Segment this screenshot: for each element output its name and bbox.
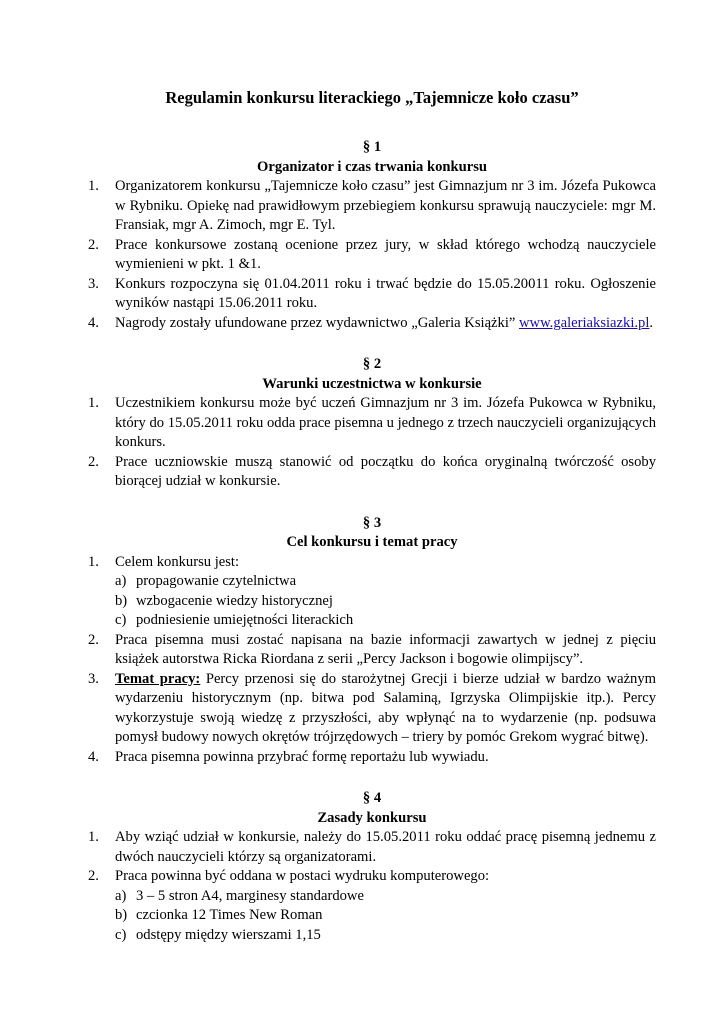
item-number: 2. xyxy=(88,631,99,648)
section-number: § 2 xyxy=(362,356,382,372)
publisher-link[interactable]: www.galeriaksiazki.pl xyxy=(519,314,650,331)
sub-item-letter: a) xyxy=(115,573,127,589)
sub-list-item xyxy=(115,926,656,946)
section-number: § 4 xyxy=(362,790,382,806)
sub-item-text: wzbogacenie wiedzy historycznej xyxy=(136,592,333,609)
section-title: Cel konkursu i temat pracy xyxy=(286,534,458,550)
item-number: 1. xyxy=(88,395,99,411)
section-number: § 3 xyxy=(362,514,382,531)
list-item xyxy=(88,394,656,453)
list-item xyxy=(88,670,656,748)
sub-item-text: propagowanie czytelnictwa xyxy=(136,573,297,589)
item-text: Uczestnikiem konkursu może być uczeń Gimnazjum nr 3 im. Józefa Pukowca w Rybniku, który do 15.05.2011 roku odda prace pisemna u jednego z trzech nauczycieli organizujących konkurs. xyxy=(115,395,656,450)
item-number: 1. xyxy=(88,553,99,570)
section xyxy=(88,138,656,333)
sub-item-text: czcionka 12 Times New Roman xyxy=(136,907,323,923)
sub-list-item xyxy=(115,887,656,907)
section-title: Zasady konkursu xyxy=(317,809,427,826)
item-text: Praca pisemna powinna przybrać formę reportażu lub wywiadu. xyxy=(115,748,489,765)
item-number: 3. xyxy=(88,275,99,292)
list-item xyxy=(88,748,656,768)
section-list xyxy=(88,394,656,492)
section-title: Organizator i czas trwania konkursu xyxy=(257,158,487,175)
item-text: Prace uczniowskie muszą stanowić od początku do końca oryginalną twórczość osoby biorącej udział w konkursie. xyxy=(115,453,656,489)
sub-item-text: 3 – 5 stron A4, marginesy standardowe xyxy=(136,887,364,904)
item-text: Nagrody zostały ufundowane przez wydawnictwo „Galeria Książki” xyxy=(115,314,520,331)
sub-item-text: podniesienie umiejętności literackich xyxy=(136,612,354,628)
list-item xyxy=(88,275,656,314)
item-lead-label: Temat pracy: xyxy=(115,670,201,687)
item-number: 2. xyxy=(88,868,99,884)
list-item xyxy=(88,867,656,945)
sub-item-letter: b) xyxy=(115,907,128,923)
item-number: 2. xyxy=(88,236,99,253)
item-text: Praca powinna być oddana w postaci wydruku komputerowego: xyxy=(115,868,490,884)
list-item xyxy=(88,314,656,334)
section xyxy=(88,789,656,945)
section xyxy=(88,355,656,492)
item-text: Prace konkursowe zostaną ocenione przez jury, w skład którego wchodzą nauczyciele wymienieni w pkt. 1 &1. xyxy=(115,236,656,272)
list-item xyxy=(88,453,656,492)
item-number: 4. xyxy=(88,748,99,765)
sub-item-letter: c) xyxy=(115,612,127,628)
document-title: Regulamin konkursu literackiego „Tajemnicze koło czasu” xyxy=(165,88,579,107)
item-number: 1. xyxy=(88,829,99,845)
item-text-after: . xyxy=(649,314,654,331)
section-number: § 1 xyxy=(362,139,382,155)
item-text: Organizatorem konkursu „Tajemnicze koło czasu” jest Gimnazjum nr 3 im. Józefa Pukowca w Rybniku. Opiekę nad prawidłowym przebiegiem konkursu sprawują nauczyciele: mgr M. Fransiak, mgr A. Zimoch, mgr E. Tyl. xyxy=(115,178,656,233)
sub-item-letter: b) xyxy=(115,592,128,609)
sub-item-text: odstępy między wierszami 1,15 xyxy=(136,926,321,943)
item-number: 3. xyxy=(88,670,99,687)
item-number: 1. xyxy=(88,178,99,194)
sections-container xyxy=(88,138,656,945)
sub-list-item xyxy=(115,572,656,592)
sub-item-letter: c) xyxy=(115,926,127,943)
item-text: Praca pisemna musi zostać napisana na bazie informacji zawartych w jednej z pięciu książek autorstwa Ricka Riordana z serii „Percy Jackson i bogowie olimpijscy”. xyxy=(115,631,656,667)
sub-item-letter: a) xyxy=(115,887,127,904)
sub-list-item xyxy=(115,592,656,612)
list-item xyxy=(88,236,656,275)
sub-list xyxy=(115,887,656,946)
sub-list xyxy=(115,572,656,631)
list-item xyxy=(88,631,656,670)
section-list xyxy=(88,553,656,768)
item-number: 2. xyxy=(88,453,99,470)
item-text: Aby wziąć udział w konkursie, należy do 15.05.2011 roku oddać pracę pisemną jednemu z dwóch nauczycieli którzy są organizatorami. xyxy=(115,829,656,865)
list-item xyxy=(88,553,656,631)
section-title: Warunki uczestnictwa w konkursie xyxy=(262,375,482,392)
item-number: 4. xyxy=(88,314,99,331)
item-text: Konkurs rozpoczyna się 01.04.2011 roku i trwać będzie do 15.05.20011 roku. Ogłoszenie wyników nastąpi 15.06.2011 roku. xyxy=(115,275,656,311)
item-text: Celem konkursu jest: xyxy=(115,553,240,570)
section xyxy=(88,514,656,768)
sub-list-item xyxy=(115,906,656,926)
sub-list-item xyxy=(115,611,656,631)
list-item xyxy=(88,828,656,867)
section-list xyxy=(88,177,656,333)
section-list xyxy=(88,828,656,945)
list-item xyxy=(88,177,656,236)
item-text: Percy przenosi się do starożytnej Grecji i bierze udział w bardzo ważnym wydarzeniu historycznym (np. bitwa pod Salaminą, Igrzyska Olimpijskie itp.). Percy wykorzystuje swoją wiedzę z przyszłości, aby wpłynąć na to wydarzenie (np. podsuwa pomysł budowy nowych okrętów trójrzędowych – triery by pomóc Grekom wygrać bitwę). xyxy=(115,670,656,745)
